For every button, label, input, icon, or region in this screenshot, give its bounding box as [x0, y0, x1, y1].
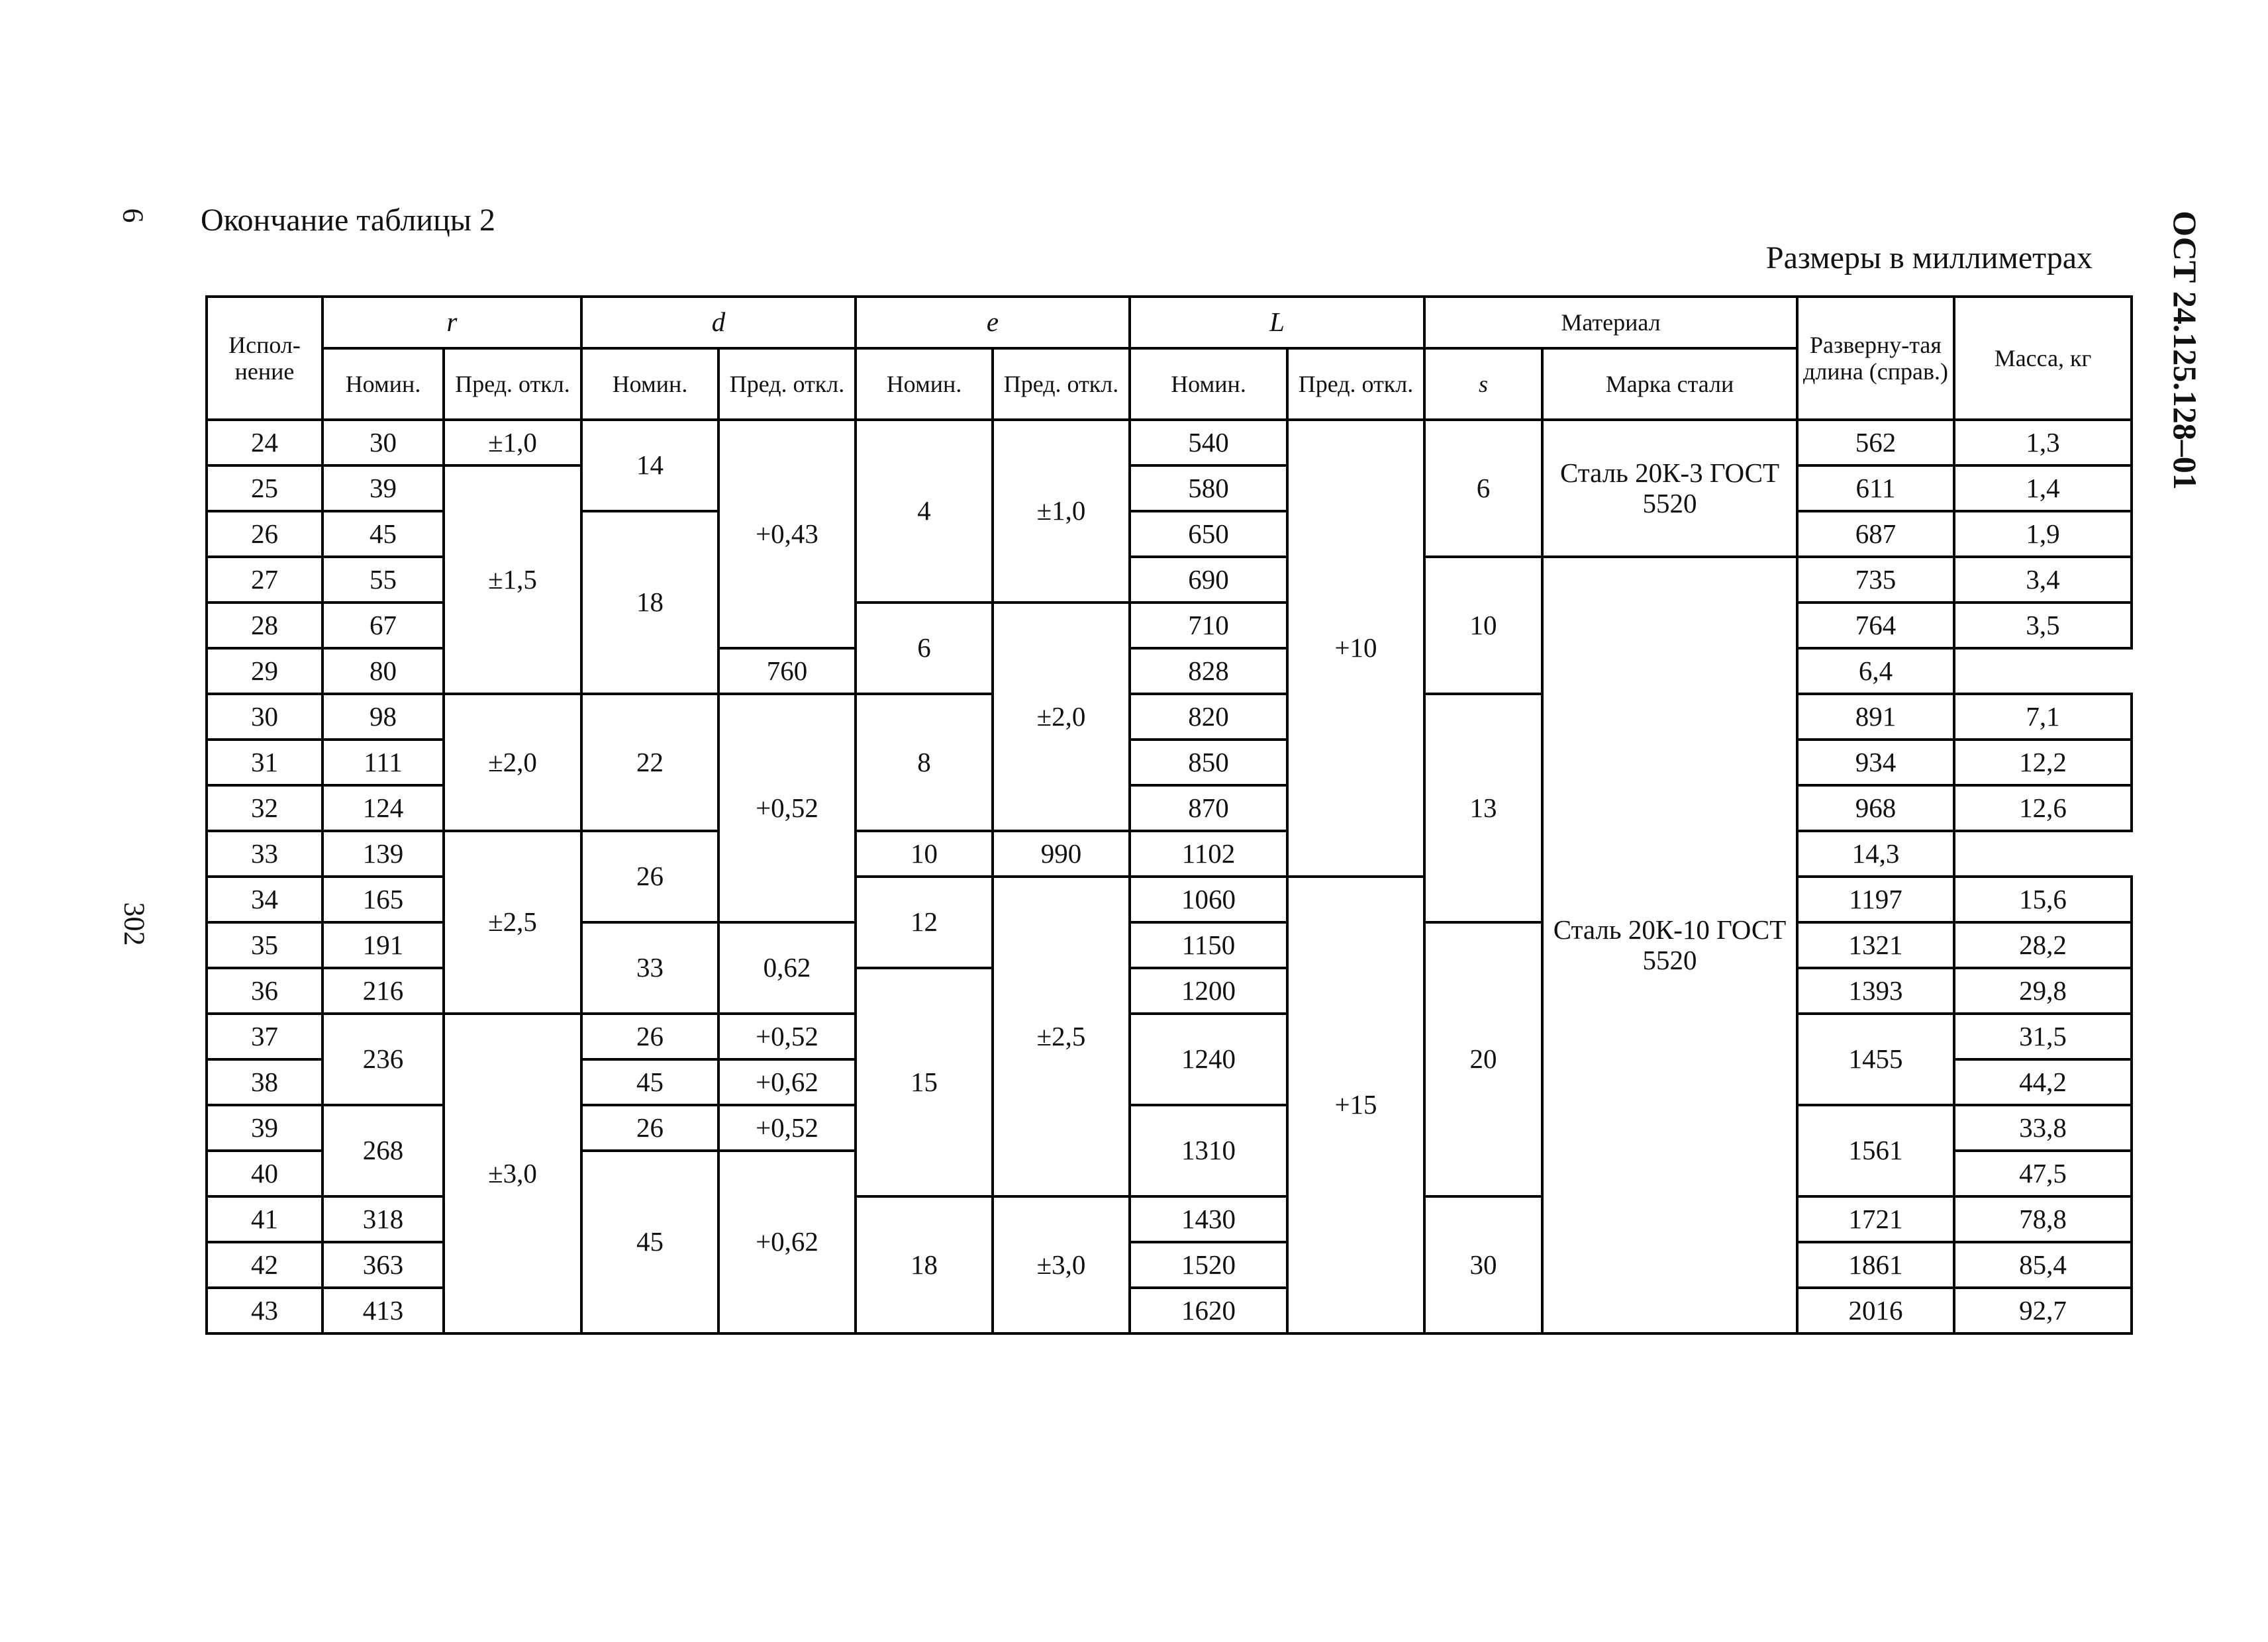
cell-L-nom: 1520: [1130, 1242, 1287, 1288]
cell-razv: 1861: [1797, 1242, 1954, 1288]
cell-d-nom: 45: [581, 1151, 718, 1333]
cell-r-pred: ±2,5: [444, 831, 581, 1014]
cell-L-nom: 710: [1130, 603, 1287, 648]
header-razvernutaya-dlina: Разверну-тая длина (справ.): [1797, 297, 1954, 420]
cell-r-nom: 139: [322, 831, 444, 877]
cell-massa: 33,8: [1954, 1105, 2132, 1151]
cell-L-nom: 1060: [1130, 877, 1287, 922]
cell-massa: 14,3: [1797, 831, 1954, 877]
cell-d-nom: 45: [581, 1059, 718, 1105]
cell-razv: 1455: [1797, 1014, 1954, 1105]
cell-isp: 26: [207, 511, 322, 557]
header-massa: Масса, кг: [1954, 297, 2132, 420]
cell-L-nom: 650: [1130, 511, 1287, 557]
header-e-nomin: Номин.: [856, 348, 993, 420]
cell-massa: 12,6: [1954, 785, 2132, 831]
cell-razv: 611: [1797, 465, 1954, 511]
cell-isp: 31: [207, 740, 322, 785]
table-title: Окончание таблицы 2: [201, 203, 496, 238]
cell-e-nom: 12: [856, 877, 993, 968]
cell-massa: 1,9: [1954, 511, 2132, 557]
units-note: Размеры в миллиметрах: [1765, 240, 2093, 275]
cell-L-nom: 1150: [1130, 922, 1287, 968]
cell-r-nom: 39: [322, 465, 444, 511]
cell-r-nom: 216: [322, 968, 444, 1014]
cell-L-nom: 690: [1130, 557, 1287, 603]
cell-L-nom: 1620: [1130, 1288, 1287, 1333]
cell-r-nom: 67: [322, 603, 444, 648]
cell-L-nom: 1240: [1130, 1014, 1287, 1105]
cell-r-nom: 111: [322, 740, 444, 785]
cell-L-nom: 850: [1130, 740, 1287, 785]
header-r: r: [322, 297, 581, 348]
cell-massa: 28,2: [1954, 922, 2132, 968]
cell-r-nom: 45: [322, 511, 444, 557]
cell-isp: 39: [207, 1105, 322, 1151]
header-d-nomin: Номин.: [581, 348, 718, 420]
cell-isp: 42: [207, 1242, 322, 1288]
cell-L-nom: 760: [718, 648, 856, 694]
cell-razv: 1321: [1797, 922, 1954, 968]
page-number-side: 302: [118, 902, 151, 946]
cell-r-nom: 413: [322, 1288, 444, 1333]
cell-s: 6: [1424, 420, 1542, 557]
cell-L-nom: 1200: [1130, 968, 1287, 1014]
cell-razv: 1393: [1797, 968, 1954, 1014]
cell-razv: 1721: [1797, 1196, 1954, 1242]
cell-isp: 25: [207, 465, 322, 511]
cell-e-nom: 18: [856, 1196, 993, 1333]
cell-massa: 3,5: [1954, 603, 2132, 648]
cell-e-pred: ±3,0: [993, 1196, 1130, 1333]
cell-e-nom: 4: [856, 420, 993, 603]
cell-isp: 30: [207, 694, 322, 740]
cell-isp: 35: [207, 922, 322, 968]
cell-r-nom: 268: [322, 1105, 444, 1196]
cell-razv: 1197: [1797, 877, 1954, 922]
cell-d-nom: 18: [581, 511, 718, 694]
cell-e-pred: ±2,0: [993, 603, 1130, 831]
cell-d-nom: 14: [581, 420, 718, 511]
cell-razv: 891: [1797, 694, 1954, 740]
cell-s: 20: [1424, 922, 1542, 1196]
cell-razv: 1102: [1130, 831, 1287, 877]
cell-r-nom: 124: [322, 785, 444, 831]
cell-L-pred: +10: [1287, 420, 1424, 877]
cell-r-nom: 318: [322, 1196, 444, 1242]
document-code: ОСТ 24.125.128–01: [2167, 211, 2204, 490]
cell-d-nom: 22: [581, 694, 718, 831]
cell-isp: 38: [207, 1059, 322, 1105]
cell-isp: 29: [207, 648, 322, 694]
cell-isp: 32: [207, 785, 322, 831]
cell-r-pred: ±3,0: [444, 1014, 581, 1333]
header-marka-stali: Марка стали: [1542, 348, 1797, 420]
cell-marka: Сталь 20К-3 ГОСТ 5520: [1542, 420, 1797, 557]
header-L: L: [1130, 297, 1424, 348]
cell-L-pred: +15: [1287, 877, 1424, 1333]
header-material: Материал: [1424, 297, 1797, 348]
cell-L-nom: 870: [1130, 785, 1287, 831]
cell-d-pred: +0,62: [718, 1151, 856, 1333]
cell-r-pred: ±1,0: [444, 420, 581, 465]
cell-d-pred: +0,52: [718, 694, 856, 922]
cell-e-nom: 10: [856, 831, 993, 877]
cell-massa: 92,7: [1954, 1288, 2132, 1333]
cell-L-nom: 580: [1130, 465, 1287, 511]
cell-isp: 27: [207, 557, 322, 603]
header-d-pred: Пред. откл.: [718, 348, 856, 420]
cell-isp: 24: [207, 420, 322, 465]
cell-razv: 764: [1797, 603, 1954, 648]
cell-d-nom: 33: [581, 922, 718, 1014]
cell-massa: 1,4: [1954, 465, 2132, 511]
cell-L-nom: 990: [993, 831, 1130, 877]
cell-isp: 40: [207, 1151, 322, 1196]
cell-massa: 3,4: [1954, 557, 2132, 603]
cell-razv: 828: [1130, 648, 1287, 694]
cell-r-nom: 236: [322, 1014, 444, 1105]
header-L-nomin: Номин.: [1130, 348, 1287, 420]
header-d: d: [581, 297, 856, 348]
cell-d-pred: +0,62: [718, 1059, 856, 1105]
cell-massa: 44,2: [1954, 1059, 2132, 1105]
cell-isp: 41: [207, 1196, 322, 1242]
cell-massa: 85,4: [1954, 1242, 2132, 1288]
header-s: s: [1424, 348, 1542, 420]
cell-d-nom: 26: [581, 831, 718, 922]
header-r-nomin: Номин.: [322, 348, 444, 420]
cell-r-nom: 165: [322, 877, 444, 922]
cell-d-nom: 26: [581, 1105, 718, 1151]
header-ispolnenie: Испол-нение: [207, 297, 322, 420]
cell-r-nom: 80: [322, 648, 444, 694]
cell-d-nom: 26: [581, 1014, 718, 1059]
header-L-pred: Пред. откл.: [1287, 348, 1424, 420]
cell-razv: 735: [1797, 557, 1954, 603]
header-e-pred: Пред. откл.: [993, 348, 1130, 420]
cell-d-pred: +0,52: [718, 1014, 856, 1059]
cell-s: 10: [1424, 557, 1542, 694]
cell-e-pred: ±1,0: [993, 420, 1130, 603]
cell-r-nom: 55: [322, 557, 444, 603]
header-r-pred: Пред. откл.: [444, 348, 581, 420]
cell-massa: 29,8: [1954, 968, 2132, 1014]
cell-isp: 33: [207, 831, 322, 877]
cell-isp: 28: [207, 603, 322, 648]
cell-massa: 12,2: [1954, 740, 2132, 785]
cell-r-pred: ±2,0: [444, 694, 581, 831]
cell-L-nom: 540: [1130, 420, 1287, 465]
cell-massa: 15,6: [1954, 877, 2132, 922]
cell-d-pred: +0,52: [718, 1105, 856, 1151]
cell-isp: 34: [207, 877, 322, 922]
cell-r-nom: 363: [322, 1242, 444, 1288]
cell-massa: 78,8: [1954, 1196, 2132, 1242]
cell-massa: 7,1: [1954, 694, 2132, 740]
cell-e-nom: 8: [856, 694, 993, 831]
cell-s: 13: [1424, 694, 1542, 922]
cell-massa: 1,3: [1954, 420, 2132, 465]
dimensions-table: [205, 295, 2133, 1335]
cell-d-pred: 0,62: [718, 922, 856, 1014]
cell-razv: 687: [1797, 511, 1954, 557]
cell-e-nom: 15: [856, 968, 993, 1196]
cell-massa: 6,4: [1797, 648, 1954, 694]
header-e: e: [856, 297, 1130, 348]
cell-r-nom: 191: [322, 922, 444, 968]
cell-isp: 43: [207, 1288, 322, 1333]
cell-r-pred: ±1,5: [444, 465, 581, 694]
cell-razv: 968: [1797, 785, 1954, 831]
cell-r-nom: 98: [322, 694, 444, 740]
cell-razv: 562: [1797, 420, 1954, 465]
cell-massa: 47,5: [1954, 1151, 2132, 1196]
cell-razv: 1561: [1797, 1105, 1954, 1196]
cell-razv: 2016: [1797, 1288, 1954, 1333]
cell-e-pred: ±2,5: [993, 877, 1130, 1196]
cell-L-nom: 1430: [1130, 1196, 1287, 1242]
cell-isp: 36: [207, 968, 322, 1014]
cell-isp: 37: [207, 1014, 322, 1059]
cell-e-nom: 6: [856, 603, 993, 694]
page-number-top: 6: [117, 208, 150, 223]
cell-s: 30: [1424, 1196, 1542, 1333]
cell-r-nom: 30: [322, 420, 444, 465]
cell-L-nom: 1310: [1130, 1105, 1287, 1196]
cell-razv: 934: [1797, 740, 1954, 785]
cell-d-pred: +0,43: [718, 420, 856, 648]
cell-massa: 31,5: [1954, 1014, 2132, 1059]
cell-marka: Сталь 20К-10 ГОСТ 5520: [1542, 557, 1797, 1333]
cell-L-nom: 820: [1130, 694, 1287, 740]
